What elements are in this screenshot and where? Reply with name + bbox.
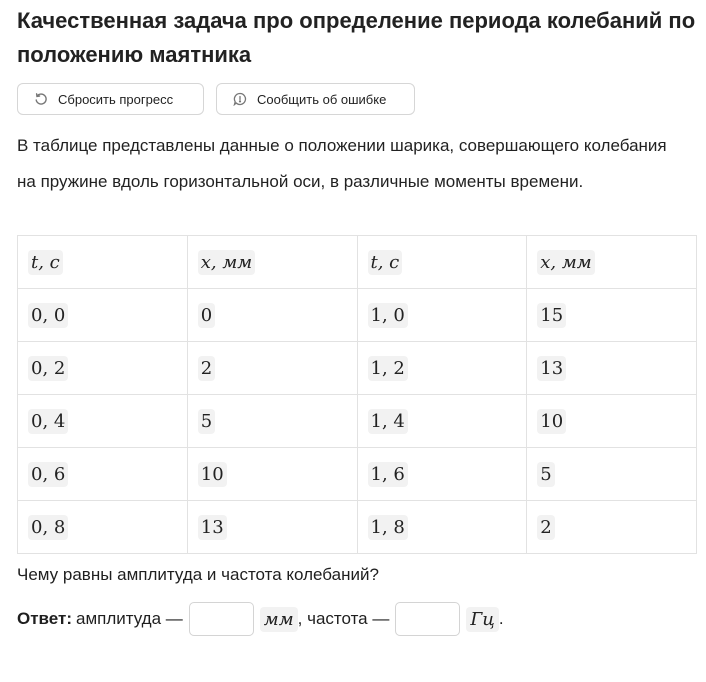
task-description: В таблице представлены данные о положении шарика, совершающего колебания на пружине вдоль горизонтальной оси, в различные моменты времени.: [17, 136, 667, 191]
table-cell: 10: [527, 395, 697, 448]
table-cell: 1, 6: [357, 448, 527, 501]
table-cell: 0: [187, 289, 357, 342]
table-cell: 0, 8: [18, 501, 188, 554]
table-cell: 15: [527, 289, 697, 342]
amplitude-unit: мм: [260, 607, 298, 632]
reset-progress-label: Сбросить прогресс: [58, 91, 174, 107]
table-cell: 5: [187, 395, 357, 448]
table-cell: 0, 4: [18, 395, 188, 448]
table-cell: 13: [527, 342, 697, 395]
question-text: Чему равны амплитуда и частота колебаний?: [17, 565, 379, 584]
table-cell: 2: [187, 342, 357, 395]
table-header-row: [18, 236, 697, 289]
amplitude-input[interactable]: [189, 602, 254, 636]
table-cell: 2: [527, 501, 697, 554]
frequency-input[interactable]: [395, 602, 460, 636]
table-cell: 1, 4: [357, 395, 527, 448]
table-header-cell: t, c: [357, 236, 527, 289]
data-table: [17, 235, 697, 554]
report-error-label: Сообщить об ошибке: [257, 91, 387, 107]
table-row: [18, 289, 697, 342]
reset-icon: [34, 92, 48, 106]
table-header-cell: t, c: [18, 236, 188, 289]
table-header-cell: x, мм: [187, 236, 357, 289]
frequency-text: , частота —: [297, 609, 390, 628]
task-title: Качественная задача про определение периода колебаний по положению маятника: [17, 8, 696, 67]
amplitude-text: амплитуда —: [76, 609, 183, 628]
frequency-unit: Гц: [466, 607, 498, 632]
table-cell: 1, 8: [357, 501, 527, 554]
table-cell: 0, 6: [18, 448, 188, 501]
table-row: [18, 501, 697, 554]
table-cell: 1, 0: [357, 289, 527, 342]
answer-end: .: [498, 609, 504, 628]
table-cell: 1, 2: [357, 342, 527, 395]
answer-label: Ответ:: [17, 609, 72, 628]
table-cell: 0, 2: [18, 342, 188, 395]
answer-row: [17, 602, 504, 636]
report-error-button[interactable]: [216, 83, 415, 115]
table-cell: 5: [527, 448, 697, 501]
table-row: [18, 395, 697, 448]
table-header-cell: x, мм: [527, 236, 697, 289]
reset-progress-button[interactable]: [17, 83, 204, 115]
table-cell: 13: [187, 501, 357, 554]
table-cell: 10: [187, 448, 357, 501]
table-cell: 0, 0: [18, 289, 188, 342]
table-row: [18, 448, 697, 501]
table-row: [18, 342, 697, 395]
comment-icon: [233, 92, 247, 106]
